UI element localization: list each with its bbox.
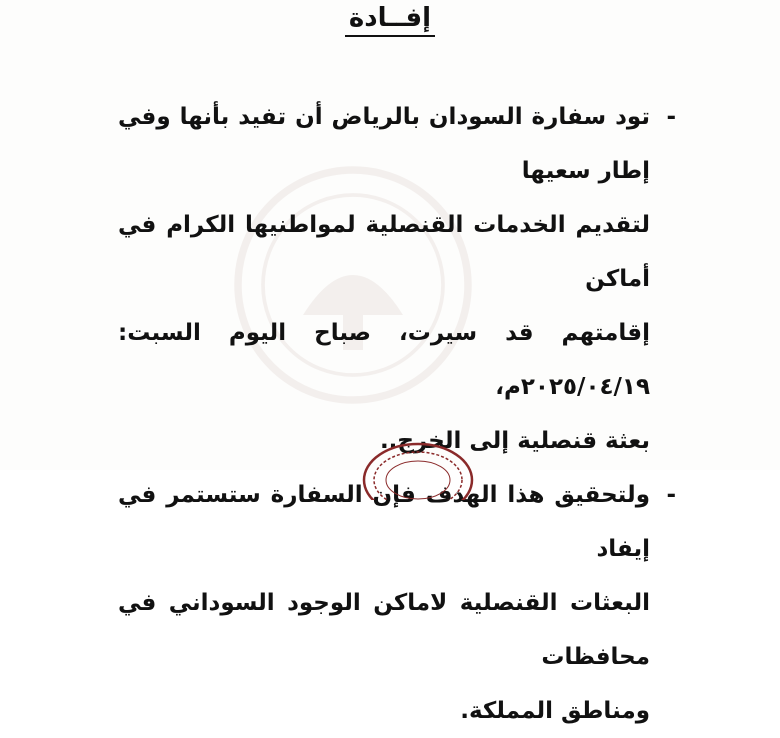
paragraph-1	[118, 90, 676, 468]
text-line: إقامتهم قد سيرت، صباح اليوم السبت: ٢٠٢٥/٠٤/١٩م،	[118, 320, 650, 400]
paragraph-2	[118, 468, 676, 738]
text-line: البعثات القنصلية لاماكن الوجود السوداني في محافظات	[118, 590, 650, 670]
text-line: لتقديم الخدمات القنصلية لمواطنيها الكرام في أماكن	[118, 212, 650, 292]
official-stamp-icon	[360, 440, 476, 500]
text-line: ولتحقيق هذا الهدف فإن السفارة ستستمر في إيفاد	[118, 482, 650, 562]
bullet-mark: -	[666, 104, 676, 130]
text-line: ومناطق المملكة.	[460, 698, 650, 724]
text-line: بعثة قنصلية إلى الخرج..	[379, 428, 650, 454]
document-title	[0, 2, 780, 37]
text-line: تود سفارة السودان بالرياض أن تفيد بأنها وفي إطار سعيها	[118, 104, 650, 184]
document-title-text: إفــادة	[345, 2, 435, 37]
document-body	[118, 90, 676, 738]
bullet-mark: -	[666, 482, 676, 508]
